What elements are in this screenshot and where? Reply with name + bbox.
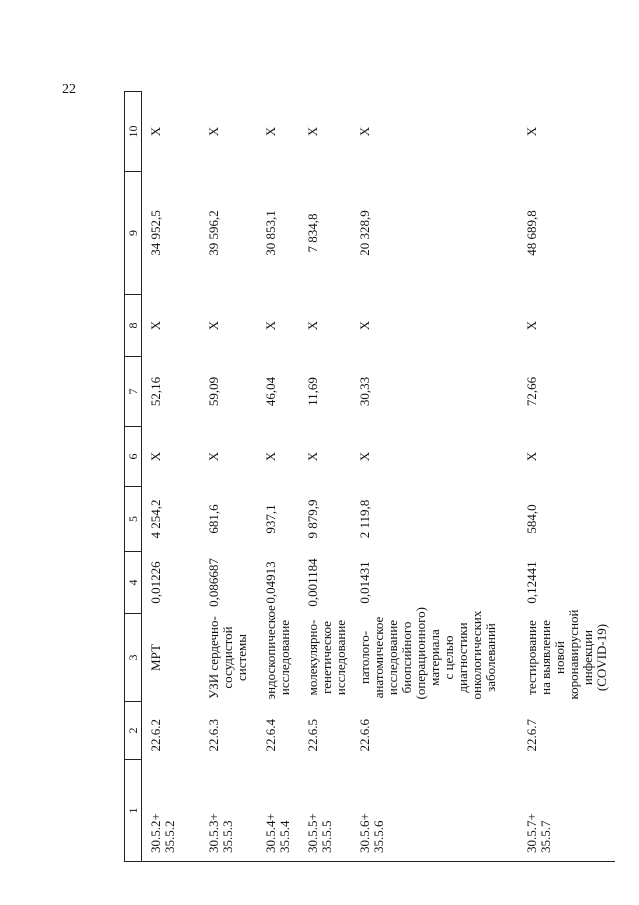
table-cell: 20 328,9 — [357, 210, 372, 256]
table-cell: эндоскопическое исследование — [263, 605, 292, 700]
table-cell: 72,66 — [524, 376, 539, 407]
table-cell: УЗИ сердечно- сосудистой системы — [206, 616, 249, 699]
table-cell: 9 879,9 — [305, 499, 320, 539]
column-header: 6 — [125, 427, 142, 487]
table-row — [523, 92, 615, 862]
column-header: 7 — [125, 357, 142, 427]
table-cell: 39 596,2 — [206, 210, 221, 256]
column-header: 8 — [125, 295, 142, 357]
table-cell: X — [263, 320, 278, 331]
table-cell: 0,086687 — [206, 558, 221, 607]
table-cell: 0,12441 — [524, 561, 539, 604]
table-cell: X — [357, 320, 372, 331]
table-cell: 22.6.3 — [206, 719, 221, 752]
table-cell: 22.6.5 — [305, 719, 320, 752]
table-cell: 2 119,8 — [357, 499, 372, 539]
column-header: 9 — [125, 172, 142, 295]
table-cell: X — [524, 320, 539, 331]
table-cell: 30.5.7+ 35.5.7 — [523, 760, 615, 862]
table-cell: 59,09 — [206, 376, 221, 407]
table-cell: X — [206, 320, 221, 331]
table-cell: X — [305, 126, 320, 137]
table-cell: X — [148, 320, 163, 331]
table-cell: X — [305, 320, 320, 331]
table-cell: 7 834,8 — [305, 213, 320, 253]
column-header: 5 — [125, 487, 142, 552]
table-row — [205, 92, 262, 862]
table-cell: 52,16 — [148, 376, 163, 407]
table-cell: молекулярно- генетическое исследование — [305, 619, 348, 696]
table-cell: 30 853,1 — [263, 210, 278, 256]
column-header: 3 — [125, 614, 142, 702]
table-cell: 30.5.6+ 35.5.6 — [356, 760, 523, 862]
column-header: 10 — [125, 92, 142, 172]
table-cell: X — [263, 451, 278, 462]
table-cell: X — [524, 126, 539, 137]
table-cell: 22.6.2 — [148, 719, 163, 752]
column-header: 2 — [125, 702, 142, 760]
table-cell: 30,33 — [357, 376, 372, 407]
table-row — [262, 92, 304, 862]
table-cell: 4 254,2 — [148, 499, 163, 539]
table-cell: X — [305, 451, 320, 462]
page-number: 22 — [62, 82, 76, 97]
table-row — [356, 92, 523, 862]
table-cell: 30.5.3+ 35.5.3 — [205, 760, 262, 862]
table-cell: патолого- анатомическое исследование биопсийного (операционного) материала с целью диагностики онкологических заболеваний — [357, 607, 498, 700]
table-cell: тестирование на выявление новой коронавирусной инфекции (COVID-19) — [524, 609, 609, 700]
table-cell: 0,001184 — [305, 558, 320, 607]
table-cell: 22.6.6 — [357, 719, 372, 752]
table-cell: 0,04913 — [263, 561, 278, 604]
table-cell: 0,01431 — [357, 561, 372, 604]
table-cell: X — [148, 126, 163, 137]
column-number-row — [125, 92, 142, 862]
table-cell: МРТ — [148, 644, 163, 671]
column-header: 1 — [125, 760, 142, 862]
column-header: 4 — [125, 552, 142, 614]
table-cell: 46,04 — [263, 376, 278, 407]
table-cell: 0,01226 — [148, 561, 163, 604]
table-cell: 48 689,8 — [524, 210, 539, 256]
tariff-table — [124, 91, 615, 862]
table-cell: 584,0 — [524, 504, 539, 534]
table-cell: 22.6.4 — [263, 719, 278, 752]
table-cell: X — [357, 451, 372, 462]
table-cell: X — [357, 126, 372, 137]
table-cell: X — [524, 451, 539, 462]
table-cell: 30.5.4+ 35.5.4 — [262, 760, 304, 862]
table-cell: 681,6 — [206, 504, 221, 534]
table-cell: X — [206, 451, 221, 462]
table-cell: X — [263, 126, 278, 137]
table-cell: 22.6.7 — [524, 719, 539, 752]
table-row — [142, 92, 206, 862]
table-cell: 34 952,5 — [148, 210, 163, 256]
table-cell: X — [148, 451, 163, 462]
table-cell: 11,69 — [305, 377, 320, 406]
table-row — [304, 92, 356, 862]
table-cell: X — [206, 126, 221, 137]
table-cell: 30.5.5+ 35.5.5 — [304, 760, 356, 862]
table-cell: 30.5.2+ 35.5.2 — [142, 760, 206, 862]
table-cell: 937,1 — [263, 504, 278, 534]
